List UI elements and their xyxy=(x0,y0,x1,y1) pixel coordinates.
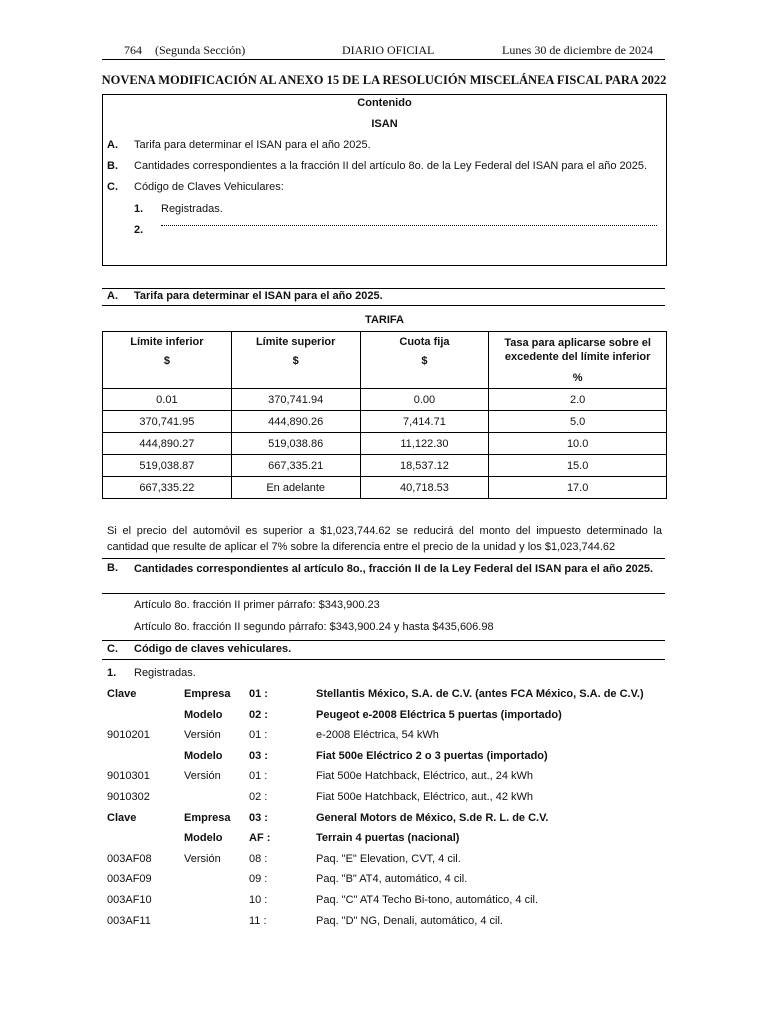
tarifa-title: TARIFA xyxy=(365,314,404,326)
table-cell: 444,890.26 xyxy=(231,411,360,433)
table-cell: 519,038.86 xyxy=(231,433,360,455)
vehicle-key-type: Empresa xyxy=(184,688,231,700)
contents-item-a: Tarifa para determinar el ISAN para el año 2025. xyxy=(134,139,371,151)
vehicle-key-description: Peugeot e-2008 Eléctrica 5 puertas (importado) xyxy=(316,709,562,721)
contents-heading: Contenido xyxy=(357,97,412,109)
section-b-letter: B. xyxy=(107,562,118,574)
section-c-heading: Código de claves vehiculares. xyxy=(134,643,292,655)
table-cell: En adelante xyxy=(231,477,360,499)
section-b-heading: Cantidades correspondientes al artículo 8o., fracción II de la Ley Federal del ISAN para el año 2025. xyxy=(134,563,654,575)
table-cell: 15.0 xyxy=(489,455,667,477)
table-cell: 370,741.94 xyxy=(231,389,360,411)
table-row xyxy=(103,389,667,411)
section-c-sub-text: Registradas. xyxy=(134,667,196,679)
contents-subitem-1: Registradas. xyxy=(161,203,223,215)
vehicle-key-type: Versión xyxy=(184,853,221,865)
section-a-letter: A. xyxy=(107,290,118,302)
tarifa-note: Si el precio del automóvil es superior a $1,023,744.62 se reducirá del monto del impuesto determinado la cantidad que resulte de aplicar el 7% sobre la diferencia entre el precio de la unidad y los $1,023,744.62 xyxy=(107,525,662,553)
vehicle-key-description: General Motors de México, S.de R. L. de C.V. xyxy=(316,812,549,824)
tarifa-col-tasa: Tasa para aplicarse sobre el excedente del límite inferior % xyxy=(489,332,667,389)
vehicle-key-type: Modelo xyxy=(184,709,223,721)
table-cell: 0.01 xyxy=(103,389,232,411)
section-c-sub-num: 1. xyxy=(107,667,117,679)
vehicle-key-description: Paq. "E" Elevation, CVT, 4 cil. xyxy=(316,853,461,865)
contents-subitem-1-num: 1. xyxy=(134,203,144,215)
section-c-bottom-rule xyxy=(102,659,665,660)
vehicle-key-number: 02 : xyxy=(249,709,268,721)
tarifa-header-row xyxy=(103,332,667,389)
table-cell: 667,335.21 xyxy=(231,455,360,477)
vehicle-key-number: 09 : xyxy=(249,873,268,885)
section-b-bottom-rule xyxy=(102,593,665,594)
table-cell: 18,537.12 xyxy=(360,455,489,477)
vehicle-key-code: 9010301 xyxy=(107,770,150,782)
section-a-top-rule xyxy=(102,288,665,289)
section-b-line-1: Artículo 8o. fracción II primer párrafo: $343,900.23 xyxy=(134,599,380,611)
section-label: (Segunda Sección) xyxy=(155,43,246,57)
page-number: 764 xyxy=(124,43,142,57)
section-b-top-rule xyxy=(102,558,665,559)
tarifa-col-limite-superior: Límite superior $ xyxy=(231,332,360,389)
table-cell: 7,414.71 xyxy=(360,411,489,433)
vehicle-key-code: Clave xyxy=(107,688,137,700)
contents-item-c-letter: C. xyxy=(107,181,118,193)
contents-subheading: ISAN xyxy=(371,118,398,130)
contents-item-c: Código de Claves Vehiculares: xyxy=(134,181,284,193)
vehicle-key-code: Clave xyxy=(107,812,137,824)
vehicle-key-description: e-2008 Eléctrica, 54 kWh xyxy=(316,729,439,741)
vehicle-key-type: Modelo xyxy=(184,832,223,844)
tarifa-table xyxy=(102,331,667,499)
vehicle-key-description: Paq. "C" AT4 Techo Bi-tono, automático, 4 cil. xyxy=(316,894,539,906)
table-cell: 17.0 xyxy=(489,477,667,499)
table-cell: 0.00 xyxy=(360,389,489,411)
vehicle-key-code: 003AF10 xyxy=(107,894,152,906)
table-row xyxy=(103,455,667,477)
vehicle-key-type: Versión xyxy=(184,770,221,782)
contents-item-b-letter: B. xyxy=(107,160,118,172)
table-cell: 5.0 xyxy=(489,411,667,433)
table-cell: 40,718.53 xyxy=(360,477,489,499)
table-cell: 444,890.27 xyxy=(103,433,232,455)
section-c-top-rule xyxy=(102,640,665,641)
table-cell: 519,038.87 xyxy=(103,455,232,477)
section-c-letter: C. xyxy=(107,643,118,655)
vehicle-key-description: Fiat 500e Hatchback, Eléctrico, aut., 24 kWh xyxy=(316,770,534,782)
table-cell: 10.0 xyxy=(489,433,667,455)
vehicle-key-description: Fiat 500e Eléctrico 2 o 3 puertas (importado) xyxy=(316,750,548,762)
table-row xyxy=(103,477,667,499)
vehicle-key-code: 003AF11 xyxy=(107,915,151,927)
tarifa-col-limite-inferior: Límite inferior $ xyxy=(103,332,232,389)
vehicle-key-code: 9010201 xyxy=(107,729,150,741)
vehicle-key-type: Versión xyxy=(184,729,221,741)
publication-name: DIARIO OFICIAL xyxy=(342,43,435,57)
vehicle-key-code: 9010302 xyxy=(107,791,150,803)
vehicle-key-number: 02 : xyxy=(249,791,268,803)
table-row xyxy=(103,411,667,433)
contents-item-a-letter: A. xyxy=(107,139,118,151)
vehicle-key-description: Fiat 500e Hatchback, Eléctrico, aut., 42 kWh xyxy=(316,791,534,803)
vehicle-key-number: 01 : xyxy=(249,770,268,782)
section-a-bottom-rule xyxy=(102,305,665,306)
contents-item-b: Cantidades correspondientes a la fracción II del artículo 8o. de la Ley Federal del ISAN para el año 2025. xyxy=(134,160,648,172)
section-a-heading: Tarifa para determinar el ISAN para el año 2025. xyxy=(134,290,383,302)
publication-date: Lunes 30 de diciembre de 2024 xyxy=(502,43,653,57)
table-cell: 2.0 xyxy=(489,389,667,411)
vehicle-key-description: Paq. "B" AT4, automático, 4 cil. xyxy=(316,873,468,885)
vehicle-key-number: 03 : xyxy=(249,812,268,824)
vehicle-key-number: 08 : xyxy=(249,853,268,865)
vehicle-key-code: 003AF08 xyxy=(107,853,152,865)
vehicle-key-description: Stellantis México, S.A. de C.V. (antes FCA México, S.A. de C.V.) xyxy=(316,688,644,700)
vehicle-key-description: Terrain 4 puertas (nacional) xyxy=(316,832,460,844)
table-cell: 11,122.30 xyxy=(360,433,489,455)
vehicle-key-number: 01 : xyxy=(249,688,268,700)
vehicle-key-number: 10 : xyxy=(249,894,268,906)
vehicle-key-type: Empresa xyxy=(184,812,231,824)
document-title: NOVENA MODIFICACIÓN AL ANEXO 15 DE LA RESOLUCIÓN MISCELÁNEA FISCAL PARA 2022 xyxy=(101,73,667,87)
section-b-line-2: Artículo 8o. fracción II segundo párrafo: $343,900.24 y hasta $435,606.98 xyxy=(134,621,494,633)
vehicle-key-number: 01 : xyxy=(249,729,268,741)
vehicle-key-number: AF : xyxy=(249,832,271,844)
contents-subitem-2-dotted-line xyxy=(161,225,657,226)
table-cell: 667,335.22 xyxy=(103,477,232,499)
contents-subitem-2-num: 2. xyxy=(134,224,144,236)
vehicle-key-code: 003AF09 xyxy=(107,873,152,885)
vehicle-key-type: Modelo xyxy=(184,750,223,762)
vehicle-key-number: 11 : xyxy=(249,915,267,927)
tarifa-col-cuota-fija: Cuota fija $ xyxy=(360,332,489,389)
vehicle-key-description: Paq. "D" NG, Denali, automático, 4 cil. xyxy=(316,915,503,927)
header-rule xyxy=(102,59,665,60)
vehicle-key-number: 03 : xyxy=(249,750,268,762)
table-row xyxy=(103,433,667,455)
table-cell: 370,741.95 xyxy=(103,411,232,433)
